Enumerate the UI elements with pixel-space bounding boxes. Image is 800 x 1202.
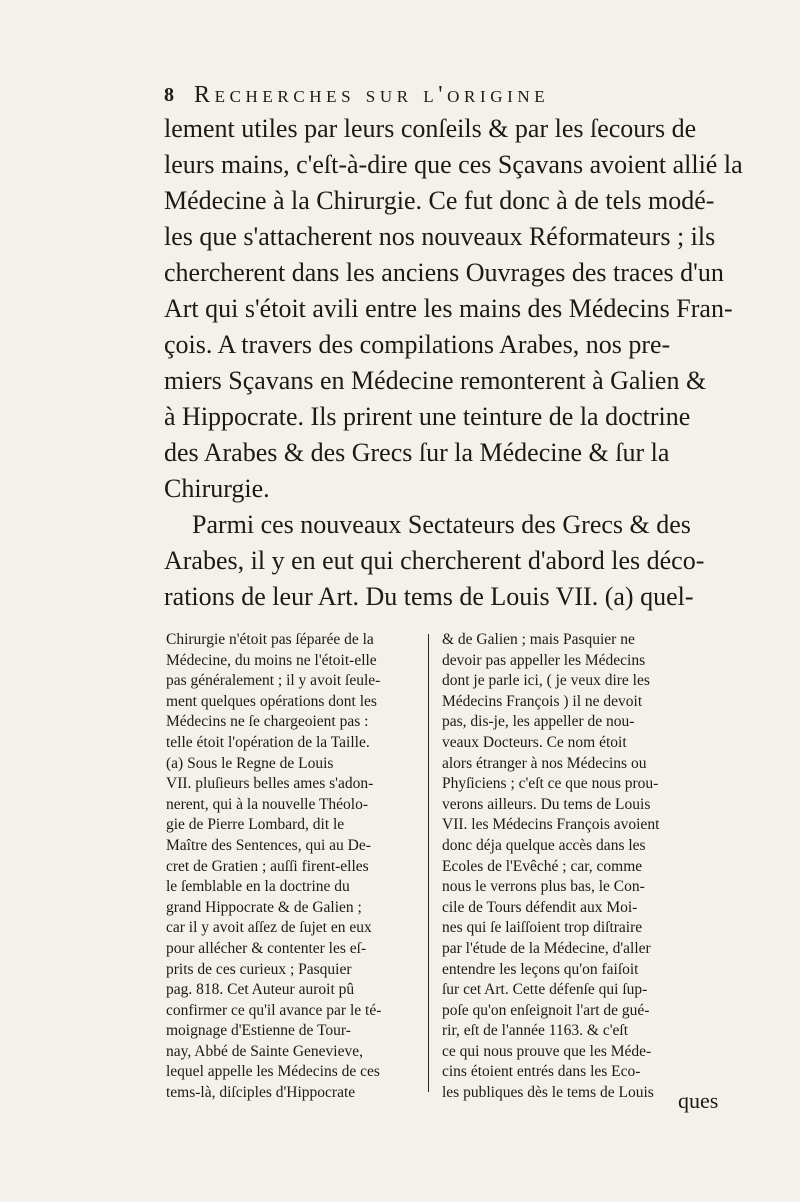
footnote-line: verons ailleurs. Du tems de Louis <box>442 795 651 813</box>
footnote-line: le ſemblable en la doctrine du <box>166 878 350 896</box>
footnote-line: Phyſiciens ; c'eſt ce que nous prou- <box>442 775 659 793</box>
footnote-line: pas généralement ; il y avoit ſeule- <box>166 672 381 690</box>
footnote-line: cile de Tours défendit aux Moi- <box>442 898 638 916</box>
footnote-line: Médecins François ) il ne devoit <box>442 692 643 710</box>
footnote-line: Médecine, du moins ne l'étoit-elle <box>166 651 377 669</box>
footnote-line: tems-là, diſciples d'Hippocrate <box>166 1084 356 1102</box>
footnote-line: prits de ces curieux ; Pasquier <box>166 960 352 978</box>
footnote-line: pas, dis-je, les appeller de nou- <box>442 713 635 731</box>
main-text-line: miers Sçavans en Médecine remonterent à Galien & <box>164 366 707 395</box>
main-text-line: Art qui s'étoit avili entre les mains des Médecins Fran- <box>164 294 733 323</box>
main-text-line: rations de leur Art. Du tems de Louis VII. (a) quel- <box>164 582 694 611</box>
footnote-line: cret de Gratien ; auſſi firent-elles <box>166 857 369 875</box>
footnote-line: lequel appelle les Médecins de ces <box>166 1063 380 1081</box>
footnote-line: poſe qu'on enſeignoit l'art de gué- <box>442 1001 650 1019</box>
footnote-line: Maître des Sentences, qui au De- <box>166 836 371 854</box>
main-text-line: à Hippocrate. Ils prirent une teinture de la doctrine <box>164 402 691 431</box>
main-text-line: Chirurgie. <box>164 474 270 503</box>
main-text-line: lement utiles par leurs conſeils & par les ſecours de <box>164 114 697 143</box>
footnote-line: veaux Docteurs. Ce nom étoit <box>442 733 627 751</box>
main-text-line: les que s'attacherent nos nouveaux Réformateurs ; ils <box>164 222 716 251</box>
main-text-line: Médecine à la Chirurgie. Ce fut donc à de tels modé- <box>164 186 715 215</box>
footnote-line: ment quelques opérations dont les <box>166 692 377 710</box>
footnote-line: dont je parle ici, ( je veux dire les <box>442 672 650 690</box>
page-number: 8 <box>164 84 174 106</box>
main-text-line: leurs mains, c'eſt-à-dire que ces Sçavans avoient allié la <box>164 150 743 179</box>
running-title: Recherches sur l'origine <box>194 82 550 108</box>
main-text-line: chercherent dans les anciens Ouvrages des traces d'un <box>164 258 724 287</box>
column-divider <box>428 634 429 1092</box>
main-text-line: Parmi ces nouveaux Sectateurs des Grecs & des <box>192 510 691 539</box>
footnote-line: Médecins ne ſe chargeoient pas : <box>166 713 369 731</box>
footnote-line: nerent, qui à la nouvelle Théolo- <box>166 795 369 813</box>
footnote-line: donc déja quelque accès dans les <box>442 836 646 854</box>
footnote-line: pag. 818. Cet Auteur auroit pû <box>166 981 355 999</box>
footnote-line: nay, Abbé de Sainte Genevieve, <box>166 1042 363 1060</box>
footnote-line: nes qui ſe laiſſoient trop diſtraire <box>442 919 643 937</box>
footnote-line: ſur cet Art. Cette défenſe qui ſup- <box>442 981 648 999</box>
footnote-line: les publiques dès le tems de Louis <box>442 1084 654 1102</box>
footnote-line: VII. les Médecins François avoient <box>442 816 660 834</box>
footnotes <box>166 630 702 1200</box>
footnote-line: par l'étude de la Médecine, d'aller <box>442 939 651 957</box>
footnote-line: car il y avoit aſſez de ſujet en eux <box>166 919 372 937</box>
footnote-line: devoir pas appeller les Médecins <box>442 651 646 669</box>
running-head <box>164 80 674 110</box>
footnote-line: gie de Pierre Lombard, dit le <box>166 816 345 834</box>
footnote-line: entendre les leçons qu'on faiſoit <box>442 960 639 978</box>
footnote-line: Chirurgie n'étoit pas ſéparée de la <box>166 631 374 648</box>
footnote-line: VII. pluſieurs belles ames s'adon- <box>166 775 374 793</box>
footnote-line: cins étoient entrés dans les Eco- <box>442 1063 641 1081</box>
footnote-line: pour allécher & contenter les eſ- <box>166 939 367 957</box>
main-text-line: çois. A travers des compilations Arabes, nos pre- <box>164 330 671 359</box>
footnote-line: rir, eſt de l'année 1163. & c'eſt <box>442 1022 629 1040</box>
footnote-column-right <box>442 630 704 1104</box>
footnote-line: alors étranger à nos Médecins ou <box>442 754 647 772</box>
main-text-line: Arabes, il y en eut qui chercherent d'abord les déco- <box>164 546 705 575</box>
footnote-line: confirmer ce qu'il avance par le té- <box>166 1001 382 1019</box>
footnote-line: telle étoit l'opération de la Taille. <box>166 733 370 751</box>
footnote-line: moignage d'Estienne de Tour- <box>166 1022 351 1040</box>
footnote-line: & de Galien ; mais Pasquier ne <box>442 631 635 648</box>
catchword: ques <box>678 1088 719 1113</box>
footnote-line: (a) Sous le Regne de Louis <box>166 754 334 772</box>
footnote-line: ce qui nous prouve que les Méde- <box>442 1042 652 1060</box>
footnote-line: Ecoles de l'Evêché ; car, comme <box>442 857 643 875</box>
main-text-block <box>164 111 743 615</box>
main-text-line: des Arabes & des Grecs ſur la Médecine & ſur la <box>164 438 670 467</box>
footnote-column-left <box>166 630 414 1104</box>
footnote-line: nous le verrons plus bas, le Con- <box>442 878 645 896</box>
footnote-line: grand Hippocrate & de Galien ; <box>166 898 362 916</box>
